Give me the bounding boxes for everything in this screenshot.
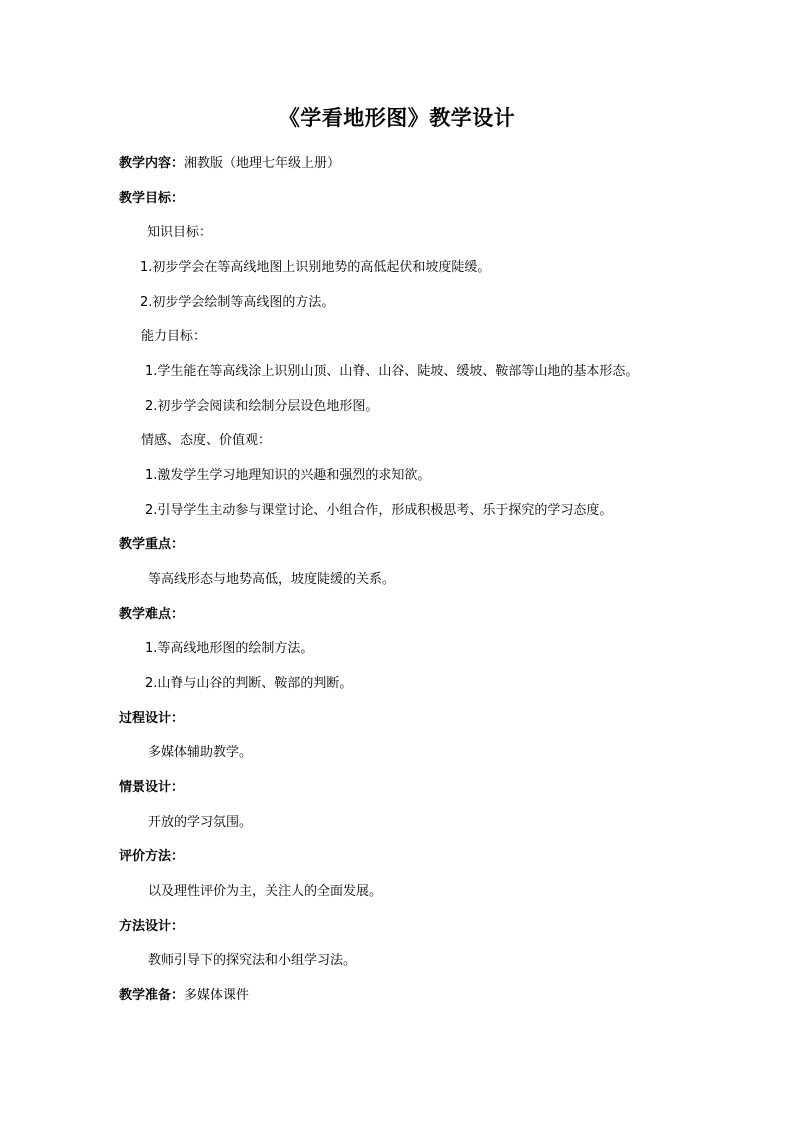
- teaching-preparation-label: 教学准备：: [119, 988, 185, 1003]
- teaching-objectives-heading: 教学目标：: [119, 191, 185, 206]
- difficulties-heading: 教学难点：: [119, 607, 185, 622]
- document-title: 《学看地形图》教学设计: [278, 105, 516, 130]
- difficulty-item-1: 1.等高线地形图的绘制方法。: [145, 641, 314, 656]
- ability-item-1: 1.学生能在等高线涂上识别山顶、山脊、山谷、陡坡、缓坡、鞍部等山地的基本形态。: [145, 364, 639, 379]
- process-design-heading: 过程设计：: [119, 711, 185, 726]
- key-points-text: 等高线形态与地势高低，坡度陡缓的关系。: [148, 572, 396, 587]
- difficulty-item-2: 2.山脊与山谷的判断、鞍部的判断。: [145, 676, 353, 691]
- teaching-preparation-value: 多媒体课件: [184, 988, 250, 1003]
- emotion-item-1: 1.激发学生学习地理知识的兴趣和强烈的求知欲。: [145, 468, 431, 483]
- evaluation-method-heading: 评价方法：: [119, 849, 185, 864]
- key-points-heading: 教学重点：: [119, 537, 185, 552]
- emotion-objectives-label: 情感、态度、价值观：: [141, 433, 272, 448]
- knowledge-item-1: 1.初步学会在等高线地图上识别地势的高低起伏和坡度陡缓。: [140, 260, 491, 275]
- ability-item-2: 2.初步学会阅读和绘制分层设色地形图。: [145, 399, 379, 414]
- teaching-content-value: 湘教版（地理七年级上册）: [184, 156, 341, 171]
- ability-objectives-label: 能力目标：: [141, 329, 207, 344]
- teaching-content-label: 教学内容：: [119, 156, 185, 171]
- knowledge-objectives-label: 知识目标：: [147, 225, 213, 240]
- emotion-item-2: 2.引导学生主动参与课堂讨论、小组合作，形成积极思考、乐于探究的学习态度。: [145, 503, 613, 518]
- scenario-design-text: 开放的学习氛围。: [148, 815, 253, 830]
- teaching-content-line: [119, 154, 340, 174]
- method-design-heading: 方法设计：: [119, 919, 185, 934]
- scenario-design-heading: 情景设计：: [119, 780, 185, 795]
- method-design-text: 教师引导下的探究法和小组学习法。: [148, 953, 357, 968]
- teaching-preparation-line: [119, 986, 249, 1006]
- knowledge-item-2: 2.初步学会绘制等高线图的方法。: [140, 295, 335, 310]
- process-design-text: 多媒体辅助教学。: [148, 745, 253, 760]
- evaluation-method-text: 以及理性评价为主，关注人的全面发展。: [148, 884, 383, 899]
